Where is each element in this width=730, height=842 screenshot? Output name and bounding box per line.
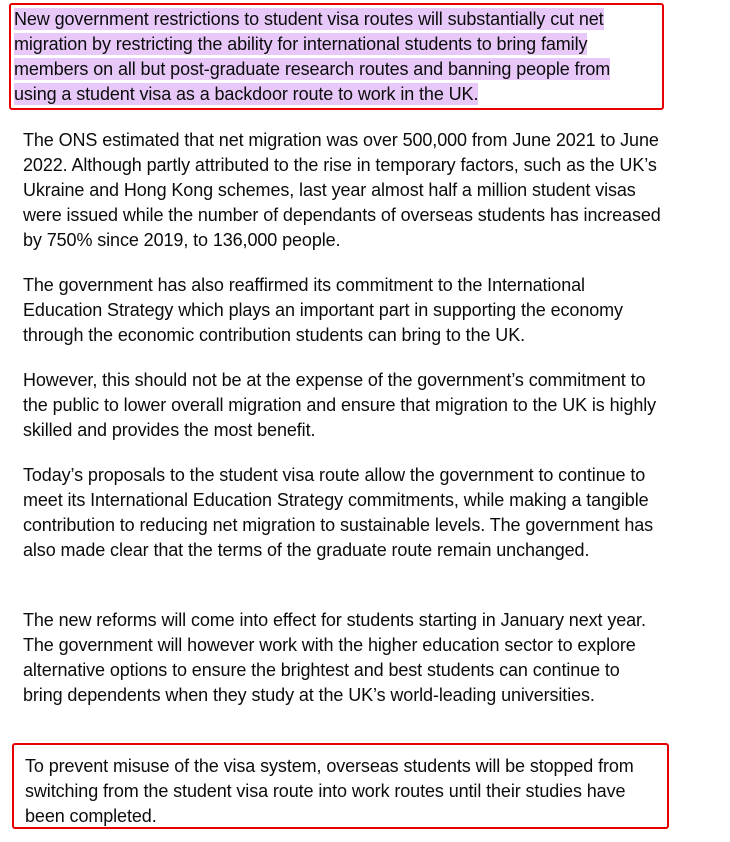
paragraph-government-commitment: However, this should not be at the expense of the government’s commitment to the public to lower overall migration and ensure that migration to the UK is highly skilled and provides the most benefit. (23, 370, 657, 440)
boxed-paragraph: To prevent misuse of the visa system, overseas students will be stopped from switching from the student visa route into work routes until their studies have been completed. (25, 756, 634, 826)
boxed-annotation (12, 743, 669, 829)
paragraph-todays-proposals: Today’s proposals to the student visa route allow the government to continue to meet its International Education Strategy commitments, while making a tangible contribution to reducing net migration to sustainable levels. The government has also made clear that the terms of the graduate route remain unchanged. (23, 465, 654, 560)
paragraph-net-migration: The ONS estimated that net migration was over 500,000 from June 2021 to June 2022. Although partly attributed to the rise in temporary factors, such as the UK’s Ukraine and Hong Kong schemes, last year almost half a million student visas were issued while the number of dependants of overseas students has increased by 750% since 2019, to 136,000 people. (23, 130, 661, 250)
highlighted-text: New government restrictions to student visa routes will substantially cut net migration by restricting the ability for international students to bring family members on all but post-graduate research routes and banning people from using a student visa as a backdoor route to work in the UK. (14, 9, 611, 104)
paragraph-education-strategy: The government has also reaffirmed its commitment to the International Education Strategy which plays an important part in supporting the economy through the economic contribution students can bring to the UK. (23, 275, 623, 345)
highlighted-paragraph (14, 7, 644, 107)
paragraph-new-reforms: The new reforms will come into effect for students starting in January next year. The government will however work with the higher education sector to explore alternative options to ensure the brightest and best students can continue to bring dependents when they study at the UK’s world-leading universities. (23, 610, 646, 705)
